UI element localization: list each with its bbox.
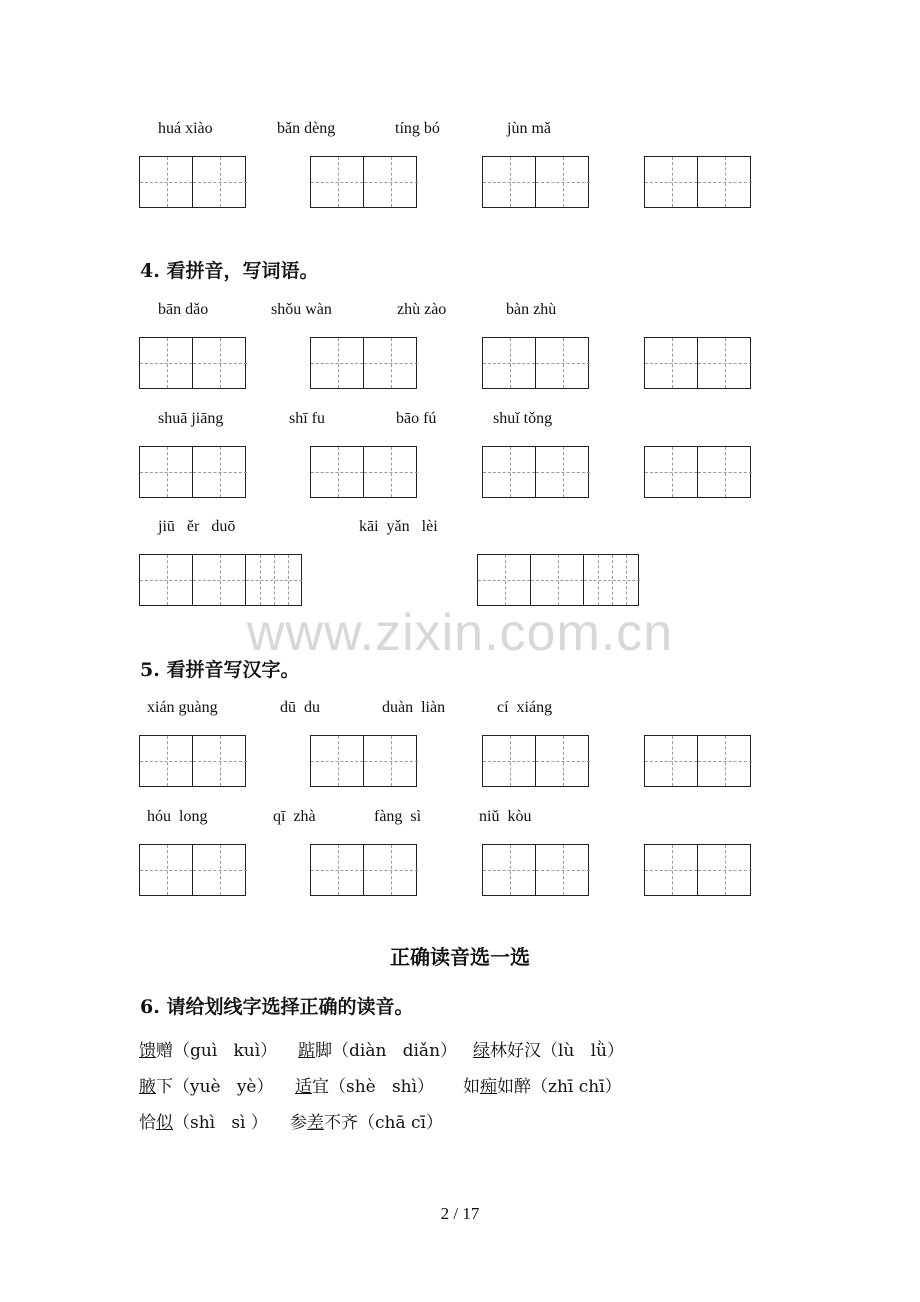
prefix-text: 如 — [463, 1077, 480, 1097]
writing-box[interactable] — [644, 844, 751, 896]
underlined-char: 适 — [295, 1077, 312, 1097]
underlined-char: 痴 — [480, 1077, 497, 1097]
tianzige-cell — [536, 338, 590, 388]
guide-line — [364, 363, 418, 364]
tianzige-cell — [698, 447, 752, 497]
tianzige-cell — [364, 338, 418, 388]
tianzige-cell — [645, 845, 698, 895]
writing-box[interactable] — [139, 337, 246, 389]
q5-heading: 5. 看拼音写汉字。 — [140, 659, 300, 681]
tianzige-cell — [140, 157, 193, 207]
tianzige-cell — [483, 845, 536, 895]
guide-line — [645, 870, 697, 871]
guide-line — [645, 363, 697, 364]
guide-line — [584, 580, 640, 581]
pinyin-label: tíng bó — [395, 120, 440, 137]
pinyin-label: shuā jiāng — [158, 410, 224, 427]
page-number: 2 / 17 — [440, 1204, 480, 1223]
writing-box[interactable] — [644, 337, 751, 389]
underlined-char: 绿 — [473, 1041, 490, 1061]
tianzige-cell — [193, 555, 246, 605]
writing-box[interactable] — [310, 735, 417, 787]
pinyin-label: fàng sì — [374, 808, 422, 825]
guide-line — [193, 182, 247, 183]
underlined-char: 差 — [307, 1113, 324, 1133]
writing-box[interactable] — [310, 156, 417, 208]
writing-box[interactable] — [139, 735, 246, 787]
pinyin-label: bāo fú — [396, 410, 437, 427]
pinyin-label: dū du — [280, 699, 320, 716]
tianzige-cell — [364, 736, 418, 786]
guide-line — [140, 363, 192, 364]
guide-line — [140, 580, 192, 581]
guide-line — [311, 182, 363, 183]
tianzige-cell — [698, 845, 752, 895]
tianzige-cell — [364, 447, 418, 497]
guide-line — [536, 761, 590, 762]
guide-line — [645, 182, 697, 183]
tianzige-cell — [246, 555, 302, 605]
guide-line — [193, 363, 247, 364]
tianzige-cell — [536, 736, 590, 786]
guide-line — [536, 472, 590, 473]
choice-text: 宜（shè shì） — [312, 1077, 435, 1097]
writing-box-3char[interactable] — [477, 554, 639, 606]
tianzige-cell — [698, 736, 752, 786]
choice-text: 下（yuè yè） — [156, 1077, 274, 1097]
guide-line — [698, 182, 752, 183]
guide-line — [193, 580, 245, 581]
tianzige-cell — [140, 736, 193, 786]
tianzige-cell — [193, 447, 247, 497]
writing-box-3char[interactable] — [139, 554, 302, 606]
guide-line — [193, 761, 247, 762]
writing-box[interactable] — [139, 446, 246, 498]
tianzige-cell — [645, 157, 698, 207]
guide-line — [288, 555, 289, 605]
guide-line — [311, 363, 363, 364]
writing-box[interactable] — [644, 156, 751, 208]
guide-line — [483, 870, 535, 871]
guide-line — [536, 870, 590, 871]
reading-choice-item[interactable] — [290, 1108, 443, 1133]
guide-line — [478, 580, 530, 581]
tianzige-cell — [364, 845, 418, 895]
guide-line — [246, 580, 302, 581]
writing-box[interactable] — [139, 844, 246, 896]
tianzige-cell — [311, 447, 364, 497]
watermark: www.zixin.com.cn — [246, 604, 674, 662]
choice-text: （shì sì ） — [173, 1113, 268, 1133]
writing-box[interactable] — [482, 735, 589, 787]
pinyin-label: jùn mǎ — [507, 120, 551, 137]
guide-line — [311, 870, 363, 871]
guide-line — [698, 472, 752, 473]
reading-choice-item[interactable] — [295, 1072, 434, 1097]
guide-line — [698, 761, 752, 762]
guide-line — [698, 363, 752, 364]
prefix-text: 恰 — [139, 1113, 156, 1133]
tianzige-cell — [483, 447, 536, 497]
writing-box[interactable] — [310, 844, 417, 896]
pinyin-label: shī fu — [289, 410, 325, 427]
tianzige-cell — [483, 736, 536, 786]
choice-text: 赠（guì kuì） — [156, 1041, 278, 1061]
tianzige-cell — [584, 555, 640, 605]
pinyin-label: zhù zào — [397, 301, 447, 318]
underlined-char: 馈 — [139, 1041, 156, 1061]
pinyin-label: cí xiáng — [497, 699, 553, 716]
reading-choice-item[interactable] — [139, 1036, 277, 1061]
guide-line — [536, 182, 590, 183]
tianzige-cell — [483, 338, 536, 388]
underlined-char: 似 — [156, 1113, 173, 1133]
guide-line — [364, 761, 418, 762]
tianzige-cell — [536, 157, 590, 207]
guide-line — [626, 555, 627, 605]
choice-text: 不齐（chā cī） — [324, 1113, 443, 1133]
pinyin-label: qī zhà — [273, 808, 316, 825]
tianzige-cell — [483, 157, 536, 207]
guide-line — [645, 472, 697, 473]
reading-choice-item[interactable] — [463, 1072, 622, 1097]
guide-line — [193, 870, 247, 871]
choice-text: 如醉（zhī chī） — [497, 1077, 622, 1097]
tianzige-cell — [536, 845, 590, 895]
tianzige-cell — [140, 447, 193, 497]
guide-line — [193, 472, 247, 473]
pinyin-label: shǒu wàn — [271, 301, 332, 318]
tianzige-cell — [478, 555, 531, 605]
guide-line — [483, 182, 535, 183]
writing-box[interactable] — [310, 337, 417, 389]
pinyin-label: shuǐ tǒng — [493, 410, 553, 427]
tianzige-cell — [140, 555, 193, 605]
tianzige-cell — [311, 338, 364, 388]
guide-line — [483, 363, 535, 364]
pinyin-label: niǔ kòu — [479, 808, 532, 825]
pinyin-label: bǎn dèng — [277, 120, 336, 137]
choice-text: 林好汉（lù lǜ） — [490, 1041, 624, 1061]
reading-choice-item[interactable] — [139, 1108, 268, 1133]
writing-box[interactable] — [139, 156, 246, 208]
writing-box[interactable] — [482, 156, 589, 208]
tianzige-cell — [311, 157, 364, 207]
pinyin-label: xián guàng — [147, 699, 218, 716]
tianzige-cell — [645, 447, 698, 497]
tianzige-cell — [364, 157, 418, 207]
section-title: 正确读音选一选 — [390, 945, 530, 969]
tianzige-cell — [193, 736, 247, 786]
guide-line — [531, 580, 583, 581]
guide-line — [645, 761, 697, 762]
guide-line — [536, 363, 590, 364]
tianzige-cell — [645, 338, 698, 388]
pinyin-label: bàn zhù — [506, 301, 557, 318]
choice-text: 脚（diàn diǎn） — [315, 1041, 458, 1061]
writing-box[interactable] — [482, 337, 589, 389]
guide-line — [311, 761, 363, 762]
guide-line — [364, 870, 418, 871]
pinyin-label: duàn liàn — [382, 699, 446, 716]
guide-line — [140, 870, 192, 871]
pinyin-label: bān dǎo — [158, 301, 209, 318]
tianzige-cell — [536, 447, 590, 497]
guide-line — [140, 761, 192, 762]
guide-line — [483, 761, 535, 762]
tianzige-cell — [531, 555, 584, 605]
tianzige-cell — [645, 736, 698, 786]
guide-line — [364, 182, 418, 183]
tianzige-cell — [311, 736, 364, 786]
tianzige-cell — [193, 845, 247, 895]
underlined-char: 腋 — [139, 1077, 156, 1097]
writing-box[interactable] — [310, 446, 417, 498]
tianzige-cell — [193, 338, 247, 388]
reading-choice-item[interactable] — [139, 1072, 274, 1097]
writing-box[interactable] — [482, 844, 589, 896]
tianzige-cell — [698, 338, 752, 388]
q4-heading: 4. 看拼音，写词语。 — [140, 260, 319, 282]
underlined-char: 踮 — [298, 1041, 315, 1061]
tianzige-cell — [140, 845, 193, 895]
q6-heading: 6. 请给划线字选择正确的读音。 — [140, 996, 414, 1018]
guide-line — [598, 555, 599, 605]
guide-line — [698, 870, 752, 871]
writing-box[interactable] — [482, 446, 589, 498]
guide-line — [311, 472, 363, 473]
tianzige-cell — [311, 845, 364, 895]
guide-line — [364, 472, 418, 473]
tianzige-cell — [193, 157, 247, 207]
reading-choice-item[interactable] — [473, 1036, 624, 1061]
writing-box[interactable] — [644, 735, 751, 787]
guide-line — [140, 472, 192, 473]
pinyin-label: kāi yǎn lèi — [359, 518, 438, 535]
prefix-text: 参 — [290, 1113, 307, 1133]
pinyin-label: huá xiào — [158, 120, 213, 137]
pinyin-label: jiū ěr duō — [158, 518, 236, 535]
guide-line — [483, 472, 535, 473]
pinyin-label: hóu long — [147, 808, 208, 825]
tianzige-cell — [698, 157, 752, 207]
writing-box[interactable] — [644, 446, 751, 498]
reading-choice-item[interactable] — [298, 1036, 457, 1061]
guide-line — [140, 182, 192, 183]
tianzige-cell — [140, 338, 193, 388]
guide-line — [260, 555, 261, 605]
